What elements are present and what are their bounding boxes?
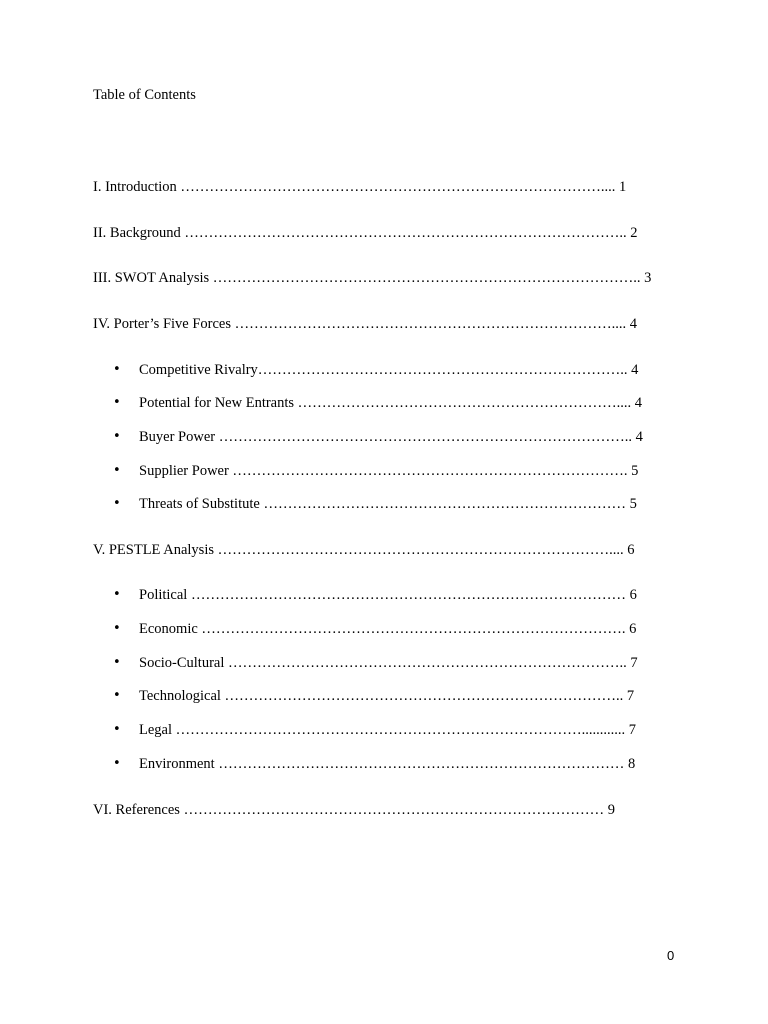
toc-subentry-environment: Environment ………………………………………………………………………… 8 <box>139 756 636 772</box>
toc-entry-porters-five-forces: IV. Porter’s Five Forces …………………………………………………………………….... 4 <box>93 316 638 332</box>
toc-subentry-socio-cultural: Socio-Cultural ……………………………………………………………………….. 7 <box>139 655 638 671</box>
bullet-icon: • <box>113 722 121 737</box>
toc-subentry-economic: Economic ……………………………………………………………………………. 6 <box>139 621 637 637</box>
bullet-icon: • <box>113 395 121 410</box>
toc-subentry-threats-of-substitute: Threats of Substitute ………………………………………………………………… 5 <box>139 496 637 512</box>
bullet-icon: • <box>113 655 121 670</box>
toc-entry-swot-analysis: III. SWOT Analysis …………………………………………………………………………….. 3 <box>93 270 652 286</box>
bullet-icon: • <box>113 362 121 377</box>
toc-entry-references: VI. References …………………………………………………………………………… 9 <box>93 802 615 818</box>
toc-title: Table of Contents <box>93 87 196 103</box>
bullet-icon: • <box>113 587 121 602</box>
toc-entry-background: II. Background ……………………………………………………………………………….. 2 <box>93 225 638 241</box>
toc-subentry-buyer-power: Buyer Power ………………………………………………………………………….. 4 <box>139 429 643 445</box>
toc-subentry-potential-new-entrants: Potential for New Entrants ………………………………………………………….... 4 <box>139 395 643 411</box>
bullet-icon: • <box>113 756 121 771</box>
toc-entry-pestle-analysis: V. PESTLE Analysis ……………………………………………………………………….... 6 <box>93 542 635 558</box>
page-number: 0 <box>667 948 675 963</box>
toc-subentry-competitive-rivalry: Competitive Rivalry………………………………………………………………….. 4 <box>139 362 639 378</box>
toc-subentry-legal: Legal …………………………………………………………………………............ 7 <box>139 722 637 738</box>
bullet-icon: • <box>113 496 121 511</box>
toc-subentry-political: Political ……………………………………………………………………………… 6 <box>139 587 637 603</box>
toc-subentry-supplier-power: Supplier Power ………………………………………………………………………. 5 <box>139 463 639 479</box>
bullet-icon: • <box>113 688 121 703</box>
toc-entry-introduction: I. Introduction …………………………………………………………………………….... 1 <box>93 179 627 195</box>
bullet-icon: • <box>113 463 121 478</box>
toc-subentry-technological: Technological ……………………………………………………………………….. 7 <box>139 688 635 704</box>
bullet-icon: • <box>113 621 121 636</box>
bullet-icon: • <box>113 429 121 444</box>
